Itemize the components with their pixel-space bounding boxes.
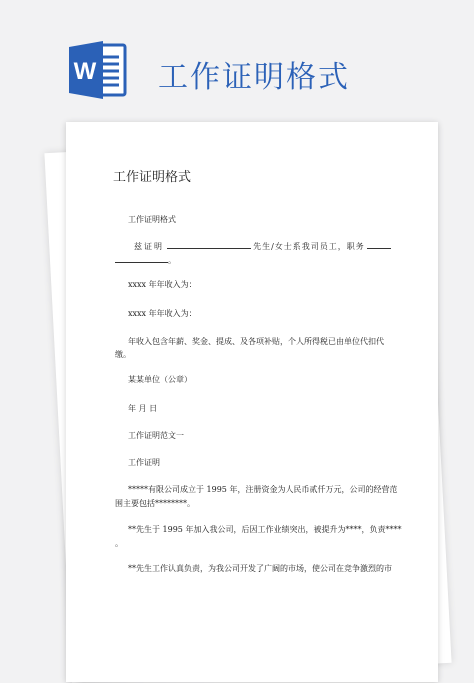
doc-text: 兹证明 [134,242,164,251]
doc-text: 先生/女士系我司员工，职务 [253,242,365,251]
document-page [66,122,438,682]
doc-line: 年 月 日 [128,404,158,413]
doc-line: **先生于 1995 年加入我公司，后因工作业绩突出，被提升为****，负责**** [128,525,402,534]
doc-line: 工作证明 [128,458,160,467]
doc-line: 某某单位（公章） [128,375,192,384]
doc-line: 。 [115,539,123,548]
doc-line: 年收入包含年薪、奖金、提成、及各项补贴，个人所得税已由单位代扣代 [128,337,384,346]
word-document-icon [67,39,129,101]
blank-line [115,254,168,263]
doc-line [134,240,391,253]
doc-line: xxxx 年年收入为： [128,309,197,318]
page-title: 工作证明格式 [158,60,350,95]
doc-line: 围主要包括********。 [115,499,195,508]
doc-line: 缴。 [115,350,131,359]
word-icon-letter: W [73,58,97,85]
document-heading: 工作证明格式 [113,170,192,185]
blank-line [367,240,391,249]
blank-line [167,240,251,249]
doc-text: 。 [168,256,176,265]
doc-line: xxxx 年年收入为： [128,280,197,289]
doc-line: *****有限公司成立于 1995 年，注册资金为人民币贰仟万元，公司的经营范 [128,485,398,494]
doc-line: 工作证明范文一 [128,431,184,440]
doc-line: 工作证明格式 [128,215,176,224]
header [0,0,474,120]
doc-line [115,254,176,267]
doc-line: **先生工作认真负责，为我公司开发了广阔的市场，使公司在竞争激烈的市 [128,564,392,573]
